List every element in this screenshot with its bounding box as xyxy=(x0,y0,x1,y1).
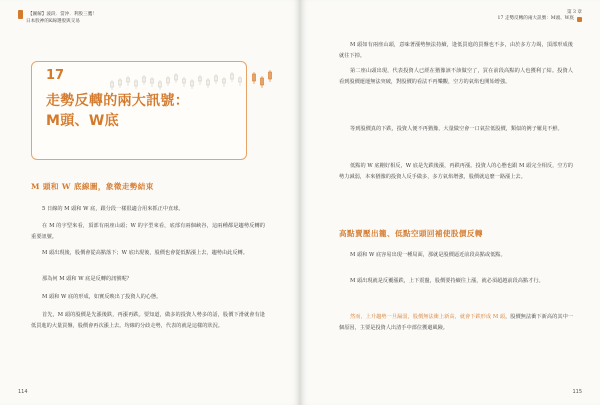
body-paragraph: M 頭和 W 底容易出現一種局面，那就是股價逼近前段高點或低點。 xyxy=(350,252,506,258)
header-book-title: 【圖解】波段．當沖．利股三鷹！ xyxy=(28,11,97,17)
body-paragraph: M 頭出現後，股價會從高點落下；W 底出現後，股價也會從低點漲上去，趨勢由此反轉。 xyxy=(42,250,248,256)
body-paragraph: 5 日線的 M 頭和 W 底，跟分段一樣很適合用來抓正中直球。 xyxy=(42,206,184,212)
highlighted-text: 然而，上升趨勢一旦漏弱，股價無法衝上新高，就會下跌形成 M 頭 xyxy=(350,314,506,320)
body-paragraph: 低點的 W 底剛好相反，W 底是先跌後漲，再跌再漲。投資人的心態也跟 M 頭完全相反，空方的勢力減弱，本來猶豫的投資人反手做多，多方氣焰增強，股價就這麼一路漲上去。 xyxy=(339,163,573,180)
chapter-title-line2: M頭、W底 xyxy=(46,113,119,129)
section-heading: 高點賣壓出籠、低點空頭回補使股價反轉 xyxy=(339,229,483,238)
chapter-title xyxy=(46,91,189,131)
header-book-subtitle: 日本股神的K線選股與交易 xyxy=(26,19,80,24)
running-header-left xyxy=(18,10,97,25)
header-marker-icon xyxy=(18,10,23,19)
body-paragraph: M 頭出現就是反覆漲跌，上下震盪，股價要持續往上漲，就必須超越前段高點才行。 xyxy=(350,278,544,284)
chapter-title-line1: 走勢反轉的兩大訊號： xyxy=(46,93,189,109)
header-section-title: 17 走勢反轉的兩大訊號：M頭、W底 xyxy=(497,16,574,21)
header-marker-icon xyxy=(577,17,582,22)
paragraph-tail: ，股價無法衝下新高的其中一個原因，主要是投資人出清手中部位獲避風險。 xyxy=(339,314,573,331)
running-header-right xyxy=(498,10,582,22)
highlighted-paragraph xyxy=(339,312,573,334)
header-chapter: 第 3 章 xyxy=(566,10,582,15)
body-paragraph: M 頭和 W 底的形成，如實反映出了投資人的心態。 xyxy=(42,294,162,300)
body-paragraph: 第二座山頭出現，代表投資人已經在猶豫該不該做空了，買在前段高點的人也獲利了結。投資人看到股價運運無法突破，對股價的看法不再樂觀，空方的氣焰也開始增強。 xyxy=(339,68,573,85)
section-heading: M 頭和 W 底線圖，象徵走勢結束 xyxy=(31,182,154,191)
body-paragraph: 首先，M 頭的股價是先漲後跌，再漲再跌。要知道，做多的投資人勢多的話，股價下滑就會有逢低買進的大量買盤，股價會再次漲上去。均線的分歧走勢，代表的就是這樣的狀況。 xyxy=(31,312,265,329)
chapter-title-box xyxy=(31,61,247,160)
body-paragraph: 那為何 M 頭和 W 底是反轉的訊號呢？ xyxy=(42,276,132,282)
right-page xyxy=(300,0,600,405)
page-number: 114 xyxy=(18,389,28,395)
chapter-number: 17 xyxy=(46,68,65,83)
body-paragraph: M 頭如有兩座山頭，意味著漲勢無法持續，逢低買進的買盤也不多，由於多方力竭，頂部形成後就往下掉。 xyxy=(339,42,573,59)
page-number: 115 xyxy=(572,389,582,395)
body-paragraph: 等到股價真的下跌，投資人便不再猶豫，大量做空會一口氣拉低股價，類似的例子屢見不鮮。 xyxy=(350,126,563,132)
body-paragraph: 在 M 的字型來看，頂部有兩座山頭；W 的字型來看，底部有兩個峽谷，這兩種都是趨勢反轉的重要訊號。 xyxy=(31,223,265,240)
